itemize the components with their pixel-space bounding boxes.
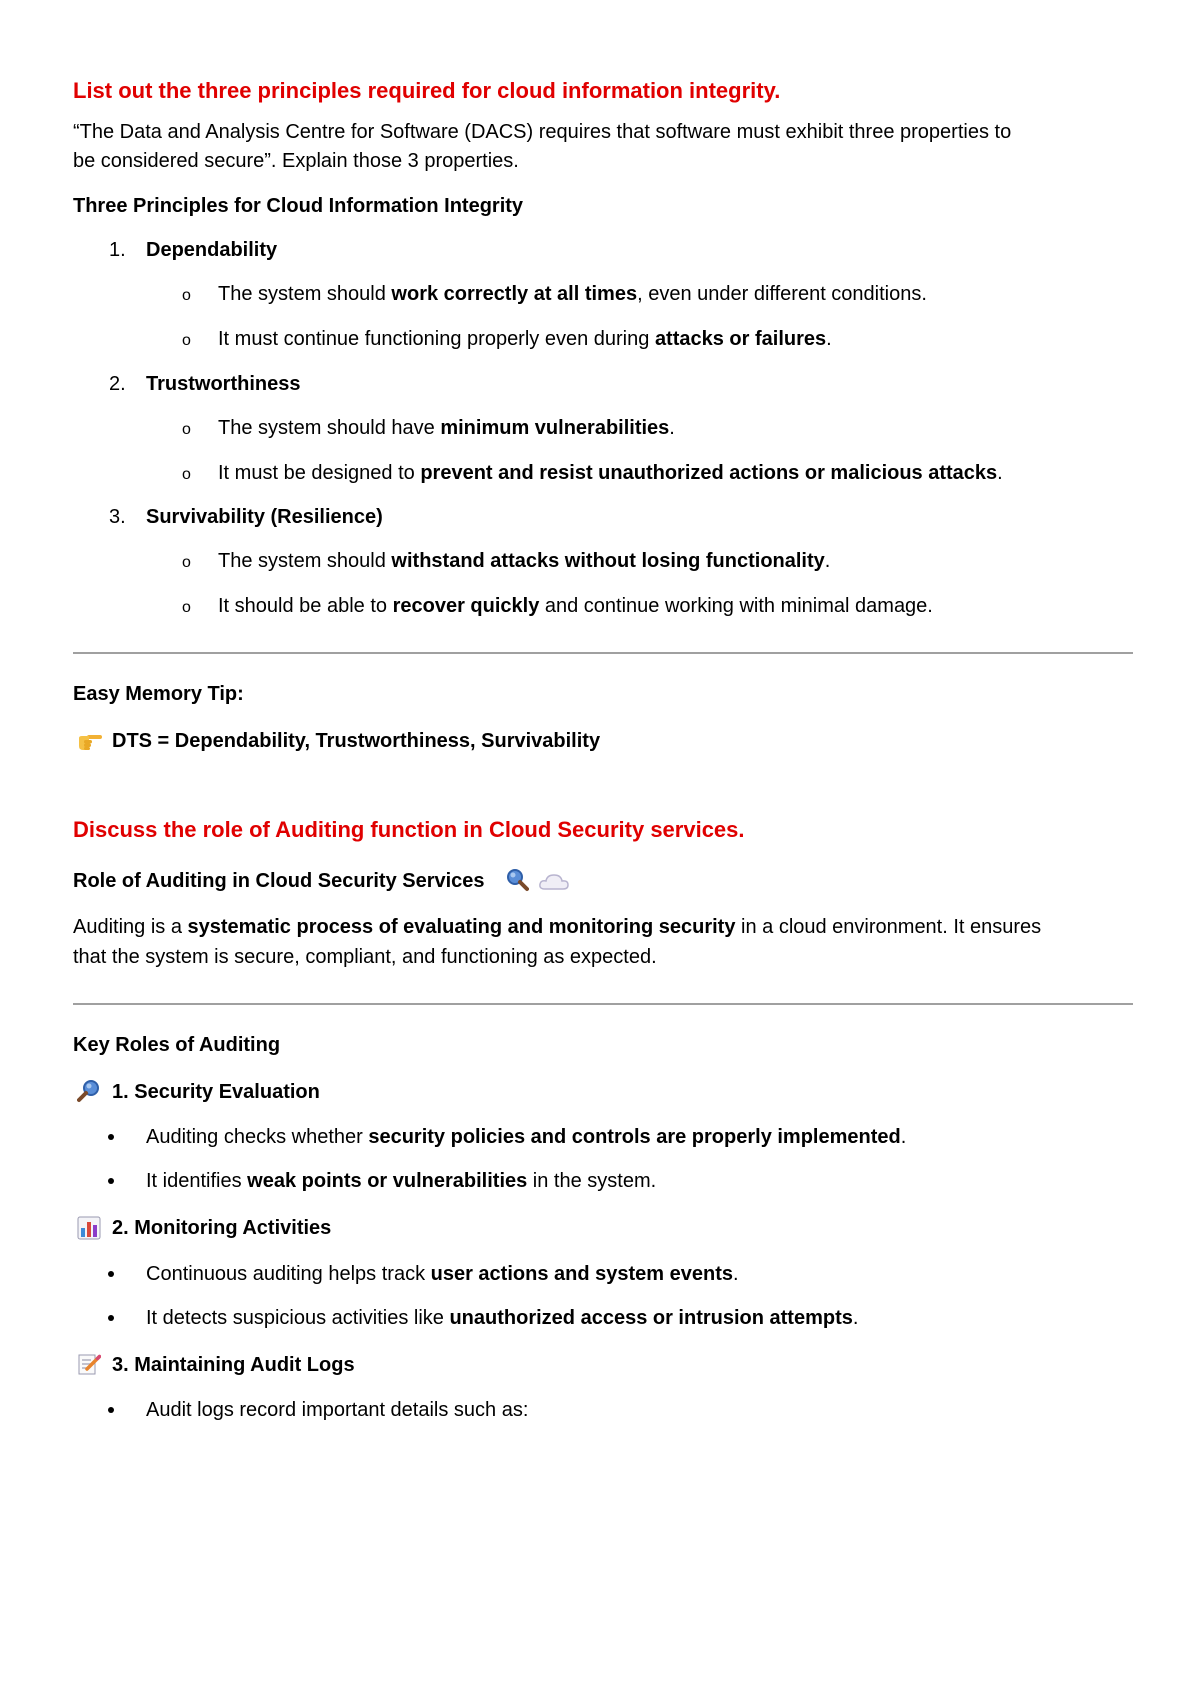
principle-2-point-1: The system should have minimum vulnerabilities. — [218, 417, 675, 439]
bar-chart-icon — [77, 1216, 101, 1240]
sub-bullet-marker: o — [182, 466, 191, 483]
role-1-point-2: It identifies weak points or vulnerabilities in the system. — [146, 1170, 657, 1192]
bullet-dot — [108, 1271, 114, 1277]
principle-3-point-2: It should be able to recover quickly and continue working with minimal damage. — [218, 595, 933, 617]
principle-1-point-1: The system should work correctly at all times, even under different conditions. — [218, 283, 927, 305]
principle-1-number: 1. — [109, 239, 126, 261]
key-roles-heading: Key Roles of Auditing — [73, 1034, 281, 1056]
principle-2-point-2: It must be designed to prevent and resist unauthorized actions or malicious attacks. — [218, 462, 1003, 484]
auditing-heading: Role of Auditing in Cloud Security Services — [73, 870, 485, 892]
role-2-point-2: It detects suspicious activities like unauthorized access or intrusion attempts. — [146, 1307, 859, 1329]
horizontal-rule — [73, 652, 1133, 654]
bullet-dot — [108, 1315, 114, 1321]
cloud-icon — [538, 872, 570, 892]
sub-bullet-marker: o — [182, 599, 191, 616]
principles-heading: Three Principles for Cloud Information Integrity — [73, 195, 524, 217]
bullet-dot — [108, 1134, 114, 1140]
horizontal-rule — [73, 1003, 1133, 1005]
principle-1-point-2: It must continue functioning properly even during attacks or failures. — [218, 328, 832, 350]
question-2-title: Discuss the role of Auditing function in Cloud Security services. — [73, 817, 745, 842]
principle-2-name: Trustworthiness — [146, 373, 301, 395]
role-1-point-1: Auditing checks whether security policies and controls are properly implemented. — [146, 1126, 907, 1148]
magnifier-icon — [505, 868, 529, 892]
auditing-description-line-2: that the system is secure, compliant, and functioning as expected. — [73, 946, 657, 968]
sub-bullet-marker: o — [182, 287, 191, 304]
role-3-point-1: Audit logs record important details such as: — [146, 1399, 529, 1421]
intro-line-2: be considered secure”. Explain those 3 properties. — [73, 150, 519, 172]
role-3-title: 3. Maintaining Audit Logs — [112, 1354, 355, 1376]
sub-bullet-marker: o — [182, 421, 191, 438]
principle-3-name: Survivability (Resilience) — [146, 506, 383, 528]
question-1-title: List out the three principles required for cloud information integrity. — [73, 78, 781, 103]
memo-icon — [77, 1352, 101, 1376]
principle-3-number: 3. — [109, 506, 126, 528]
memory-tip-label: Easy Memory Tip: — [73, 683, 244, 705]
memory-tip-text: DTS = Dependability, Trustworthiness, Survivability — [112, 730, 601, 752]
principle-1-name: Dependability — [146, 239, 278, 261]
principle-2-number: 2. — [109, 373, 126, 395]
sub-bullet-marker: o — [182, 332, 191, 349]
bullet-dot — [108, 1407, 114, 1413]
intro-line-1: “The Data and Analysis Centre for Software (DACS) requires that software must exhibit three properties to — [73, 121, 1012, 143]
magnifier-icon — [77, 1079, 101, 1103]
bullet-dot — [108, 1178, 114, 1184]
role-2-title: 2. Monitoring Activities — [112, 1217, 332, 1239]
pointing-hand-icon — [77, 731, 103, 753]
sub-bullet-marker: o — [182, 554, 191, 571]
principle-3-point-1: The system should withstand attacks without losing functionality. — [218, 550, 831, 572]
role-1-title: 1. Security Evaluation — [112, 1081, 320, 1103]
auditing-description-line-1: Auditing is a systematic process of evaluating and monitoring security in a cloud environment. It ensures — [73, 916, 1042, 938]
role-2-point-1: Continuous auditing helps track user actions and system events. — [146, 1263, 739, 1285]
